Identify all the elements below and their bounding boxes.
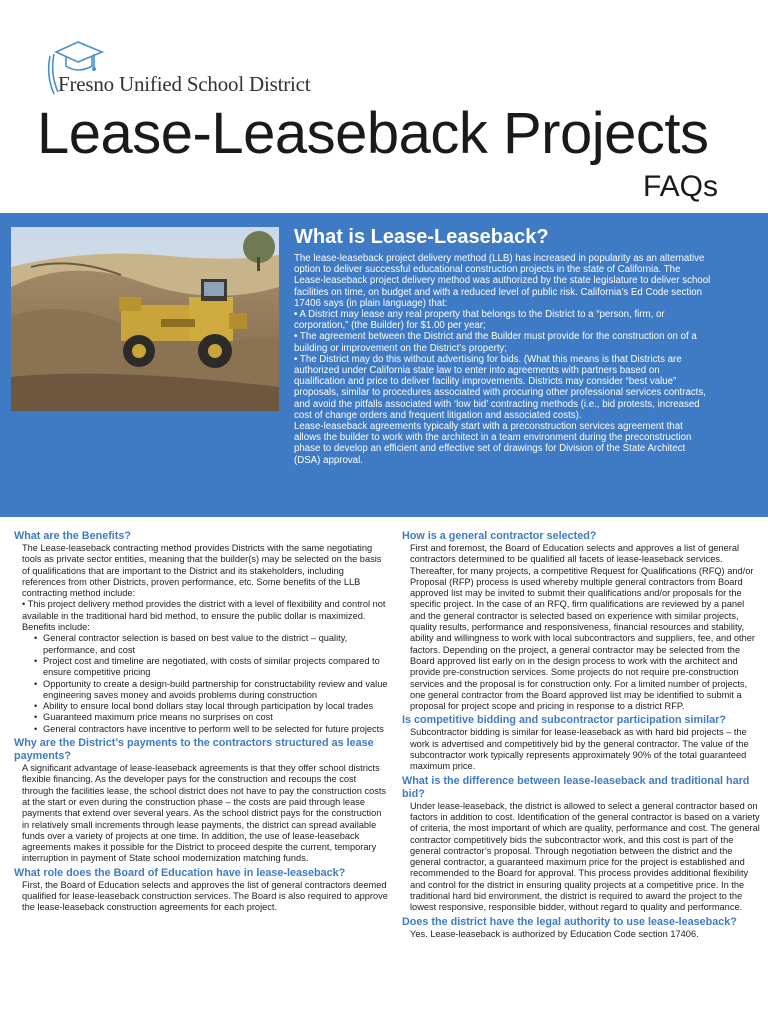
subcontractor-text: Subcontractor bidding is similar for lease-leaseback as with hard bid projects – the work is advertised and competitively bid by the general contractor. The value of the subcontractor work typically represents approximately 90% of the total guaranteed maximum price. bbox=[410, 727, 749, 772]
intro-bullet-2: • The agreement between the District and the Builder must provide for the construction on of a building or improvement on the District’s property; bbox=[294, 331, 697, 354]
difference-text: Under lease-leaseback, the district is allowed to select a general contractor based on factors in addition to cost. Identification of the general contractor is based on a variety of criteria, the most important of which are quality, performance and cost. The general contractor competitively bids the subcontractor work, and this cost is part of the general contractor’s proposal. Through negotiation between the district and the general contractor, a guaranteed maximum price for the project is established and recommended to the Board for approval. This process provides additional flexibility and control for the district in ensuring quality projects at a competitive price. In the traditional hard bid environment, the district is required to award the project to the lowest responsive, responsible bidder, without regard to quality and performance. bbox=[410, 800, 760, 913]
org-name: Fresno Unified School District bbox=[58, 72, 311, 96]
selection-text: First and foremost, the Board of Education selects and approves a list of general contractors determined to be qualified all facets of lease-leaseback services. Thereafter, for many projects, a competitive Request for Qualifications (RFQ) and/or Proposal (RFP) process is used whereby multiple general contractors from Board approved list may be invited to submit their qualifications and/or proposals for the specific project. In the case of an RFQ, firm qualifications are reviewed by a panel and the general contractor is selected based on experience with similar projects, quality results, performance and responsiveness, financial resources and stability, ability and willingness to work with local subcontractors and suppliers, fee, and other factors. Depending on the project, a general contractor may be selected from the Board approved list early on in the design process to work with the architect and provide pre-construction services. Some projects do not require pre-construction services and the proposal is for construction only. For a limited number of projects, one general contractor from the Board approved list may be identified to submit a proposal for project scope and pricing in response to a district RFP. bbox=[410, 543, 756, 712]
intro-heading: What is Lease-Leaseback? bbox=[294, 226, 549, 248]
list-item: • Ability to ensure local bond dollars stay local through participation by local trades bbox=[34, 701, 388, 712]
benefits-point: • This project delivery method provides the district with a level of flexibility and control not available in the traditional hard bid method, to ensure the public dollar is maximized. bbox=[22, 599, 386, 621]
list-item: • Project cost and timeline are negotiated, with costs of similar projects compared to ensure competitive pricing bbox=[34, 656, 388, 679]
intro-bullet-3: • The District may do this without advertising for bids. (What this means is that Districts are authorized under California state law to enter into agreements with partners based on qualification and price to deliver facility improvements. Districts may consider “best value” proposals, similar to procedures associated with procuring other professional services contracts, and avoid the pitfalls associated with ‘low bid’ contracting methods (i.e., bid protests, increased cost of change orders and frequent litigation and associated costs). bbox=[294, 353, 706, 421]
left-column bbox=[14, 528, 388, 914]
benefits-intro: The Lease-leaseback contracting method provides Districts with the same negotiating tools as private sector entities, meaning that the builder(s) may be selected on the basis of qualifications that are important to the District and its stakeholders, including references from other Districts, proven performance, etc. Some benefits of the LLB contracting method include: bbox=[22, 543, 382, 599]
authority-heading: Does the district have the legal authority to use lease-leaseback? bbox=[402, 915, 737, 928]
list-item: • General contractors have incentive to perform well to be selected for future projects bbox=[34, 724, 388, 735]
board-heading: What role does the Board of Education have in lease-leaseback? bbox=[14, 866, 346, 879]
construction-photo bbox=[11, 227, 279, 411]
list-item: • Guaranteed maximum price means no surprises on cost bbox=[34, 712, 388, 723]
payments-text: A significant advantage of lease-leaseback agreements is that they offer school districts flexible financing. As the developer pays for the construction and recoups the cost through the facilities lease, the school district does not have to pay the construction costs at the start or even during the construction phase – the costs are paid through lease payments that extend over several years. As the school district pays for the construction in relatively small increments through lease payments, the district can spread available funds over a variety of projects at one time. In addition, the use of lease-leaseback agreements makes it possible for the District to proceed despite the current, temporary interruption in payment of State school modernization matching funds. bbox=[22, 763, 387, 864]
list-item: • Opportunity to create a design-build partnership for constructability review and value engineering saves money and avoids problems during construction bbox=[34, 679, 388, 702]
page-title: Lease-Leaseback Projects bbox=[37, 101, 709, 166]
intro-section bbox=[294, 225, 712, 466]
authority-text: Yes. Lease-leaseback is authorized by Education Code section 17406. bbox=[410, 928, 699, 939]
benefits-list bbox=[14, 633, 388, 735]
difference-heading: What is the difference between lease-leaseback and traditional hard bid? bbox=[402, 774, 750, 800]
benefits-list-label: Benefits include: bbox=[22, 622, 90, 633]
page-subtitle: FAQs bbox=[642, 170, 718, 203]
board-text: First, the Board of Education selects and approves the list of general contractors deemed qualified for lease-leaseback construction services. The Board is also required to approve the lease-leaseback construction agreements for each project. bbox=[22, 879, 388, 913]
right-column bbox=[402, 528, 762, 940]
payments-heading: Why are the District’s payments to the contractors structured as lease payments? bbox=[14, 737, 374, 763]
subcontractor-heading: Is competitive bidding and subcontractor participation similar? bbox=[402, 714, 726, 727]
intro-paragraph-2: Lease-leaseback agreements typically start with a preconstruction services agreement that allows the builder to work with the architect in a team environment during the preconstruction phase to develop an efficient and effective set of drawings for Division of the State Architect (DSA) approval. bbox=[294, 421, 692, 466]
intro-paragraph: The lease-leaseback project delivery method (LLB) has increased in popularity as an alternative option to deliver successful educational construction projects in the state of California. The Lease-leaseback project delivery method was authorized by the state legislature to deliver school facilities on time, on budget and with a reduced level of public risk. California’s Ed Code section 17406 says (in plain language) that: bbox=[294, 253, 711, 309]
list-item: • General contractor selection is based on best value to the district – quality, performance, and cost bbox=[34, 633, 388, 656]
benefits-heading: What are the Benefits? bbox=[14, 530, 131, 542]
intro-bullet-1: • A District may lease any real property that belongs to the District to a “person, firm, or corporation,” (the Builder) for $1.00 per year; bbox=[294, 309, 665, 332]
selection-heading: How is a general contractor selected? bbox=[402, 530, 597, 542]
